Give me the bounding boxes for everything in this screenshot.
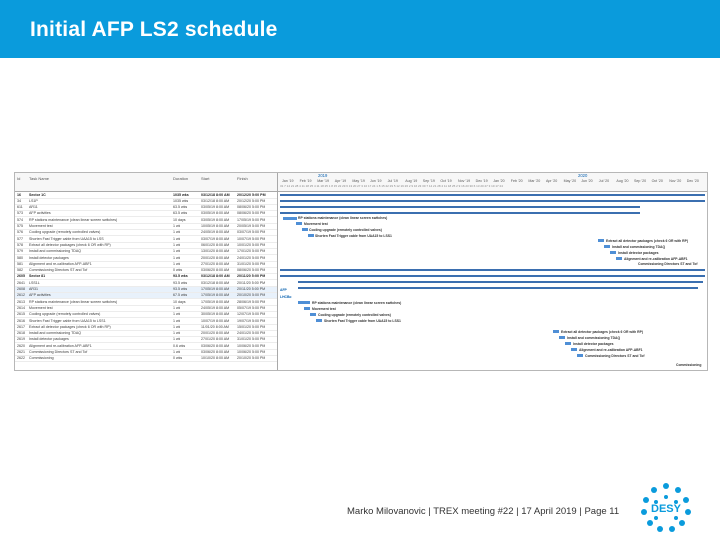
timescale <box>278 173 707 192</box>
cell-start: 30/05/19 8:00 AM <box>201 312 230 317</box>
cell-name: LSS1L <box>29 280 40 285</box>
cell-dur: 0 wks <box>173 268 183 273</box>
footer-text: Marko Milovanovic | TREX meeting #22 | 17 April 2019 | Page 11 <box>347 506 620 517</box>
summary-bar <box>280 269 705 271</box>
cell-start: 11/01/20 8:00 AM <box>201 324 229 329</box>
task-bar-label: Alignment and re-calibration AFP-ABF1 <box>579 348 643 352</box>
cell-start: 10/10/20 8:00 AM <box>201 356 230 361</box>
cell-start: 10/05/19 8:00 AM <box>201 224 230 228</box>
task-bar <box>616 257 622 260</box>
month-label: Nov '19 <box>458 179 471 183</box>
cell-name: Install detector packages <box>29 255 69 260</box>
cell-finish: 28/06/19 5:00 PM <box>237 299 266 304</box>
cell-name: Commissioning Directors ST and Tof <box>29 268 88 273</box>
task-bar <box>304 307 310 310</box>
cell-id: 578 <box>17 242 23 247</box>
cell-start: 03/12/18 8:00 AM <box>201 198 230 203</box>
task-bar-label: RP stations maintenance (clean linear screen switches) <box>312 301 402 305</box>
summary-bar <box>280 200 705 202</box>
cell-name: Cooling upgrade (remotely controlled valves) <box>29 312 101 317</box>
cell-id: 2641 <box>17 280 25 285</box>
summary-bar <box>280 275 705 277</box>
slide-title: Initial AFP LS2 schedule <box>30 18 278 41</box>
cell-finish: 12/07/19 5:00 PM <box>237 312 266 317</box>
cell-name: Extract all detector packages (check 6 OR with RP) <box>29 242 111 247</box>
cell-name: Movement test <box>29 224 53 228</box>
cell-dur: 63.5 wks <box>173 211 188 216</box>
task-bar <box>577 354 583 357</box>
day-strip: 31 7 14 21 28 4 11 18 25 4 11 18 25 1 8 15 22 29 6 13 20 27 3 10 17 24 1 8 15 22 29 5 12 19 26 2 9 16 23 30 7 14 21 28 4 11 18 25 2 9 16 23 30 6 13 20 27 3 10 17 24 <box>280 184 503 188</box>
month-label: Jun '20 <box>581 179 593 183</box>
task-bar <box>283 217 297 220</box>
task-bar-label: Commissioning Directors ST and Tof <box>585 354 645 358</box>
cell-dur: 0 wks <box>173 356 183 361</box>
cell-dur: 1 wk <box>173 318 181 323</box>
cell-name: Shorten Fast Trigger cable from UAA15 to LSS1 <box>29 318 106 323</box>
month-label: Mar '20 <box>528 179 541 183</box>
cell-name: Sector 1C <box>29 192 46 197</box>
month-label: Oct '19 <box>440 179 452 183</box>
cell-name: Shorten Fast Trigger cable from UAA15 to LSS <box>29 236 104 241</box>
cell-dur: 63.5 wks <box>173 205 188 210</box>
cell-id: 2605 <box>17 274 25 279</box>
year-label: 2019 <box>318 173 328 178</box>
cell-name: LS1P <box>29 198 38 203</box>
task-table-header <box>15 173 277 192</box>
cell-start: 03/12/18 8:00 AM <box>201 192 230 197</box>
cell-name: RP stations maintenance (clean linear screen switches) <box>29 217 118 222</box>
cell-finish: 15/01/20 5:00 PM <box>237 324 266 329</box>
cell-finish: 20/11/20 5:00 PM <box>237 287 266 291</box>
cell-finish: 08/06/20 5:00 PM <box>237 205 266 210</box>
cell-dur: 1 wk <box>173 305 181 310</box>
cell-start: 03/06/20 8:00 AM <box>201 268 230 273</box>
month-label: Oct '20 <box>651 179 663 183</box>
cell-dur: 1 wk <box>173 337 181 342</box>
cell-id: 2619 <box>17 337 25 342</box>
task-bar-label: Shorten Fast Trigger cable from UAA15 to LSS1 <box>315 234 392 238</box>
cell-finish: 20/11/20 5:00 PM <box>237 280 266 285</box>
cell-name: Extract all detector packages (check 6 OR with RP) <box>29 324 111 329</box>
month-label: Jul '19 <box>387 179 398 183</box>
task-bar-label: RP stations maintenance (clean linear screen switches) <box>298 216 388 220</box>
cell-id: 2608 <box>17 287 25 291</box>
cell-id: 580 <box>17 255 23 260</box>
cell-dur: 1 wk <box>173 331 181 336</box>
task-bar-label: Cooling upgrade (remotely controlled valves) <box>309 228 382 232</box>
cell-id: 2622 <box>17 356 25 361</box>
cell-start: 03/07/19 8:00 AM <box>201 236 230 241</box>
cell-start: 03/05/19 8:00 AM <box>201 217 230 222</box>
task-bar-label: Commissioning <box>676 363 702 367</box>
cell-dur: 1035 wks <box>173 198 189 203</box>
cell-id: 582 <box>17 268 23 273</box>
cell-start: 27/01/20 8:00 AM <box>201 337 230 342</box>
task-bar <box>571 348 577 351</box>
cell-dur: 1 wk <box>173 224 181 228</box>
cell-start: 03/12/18 8:00 AM <box>201 274 230 279</box>
gantt-label: LHCBo <box>280 295 292 299</box>
cell-id: 2614 <box>17 305 25 310</box>
desy-logo <box>636 482 696 534</box>
cell-dur: 93.5 wks <box>173 280 188 285</box>
cell-dur: 1 wk <box>173 230 181 235</box>
col-id: Id <box>17 176 21 181</box>
cell-finish: 10/06/20 5:00 PM <box>237 350 266 354</box>
task-bar <box>565 342 571 345</box>
month-label: Aug '20 <box>616 179 629 183</box>
task-bar-label: Cooling upgrade (remotely controlled valves) <box>318 313 391 317</box>
task-bar <box>296 222 302 225</box>
cell-name: AFP activities <box>29 211 51 216</box>
cell-finish: 31/01/20 5:00 PM <box>237 261 266 266</box>
cell-dur: 1035 wks <box>173 192 189 197</box>
month-label: Jan '19 <box>282 179 294 183</box>
month-label: Sep '20 <box>634 179 647 183</box>
task-bar <box>598 239 604 242</box>
cell-finish: 17/05/19 5:00 PM <box>237 217 266 222</box>
task-bar-label: Install detector packages <box>618 251 659 255</box>
task-bar-label: Install and commissioning TDAQ <box>612 245 666 249</box>
cell-finish: 08/06/20 5:00 PM <box>237 211 266 216</box>
cell-dur: 0.6 wks <box>173 343 186 348</box>
month-label: Jun '19 <box>370 179 382 183</box>
cell-dur: 1 wk <box>173 350 181 354</box>
cell-name: Sector 81 <box>29 274 46 279</box>
cell-dur: 1 wk <box>173 236 181 241</box>
cell-id: 573 <box>17 211 23 216</box>
cell-start: 06/01/20 8:00 AM <box>201 242 230 247</box>
cell-name: AR11 <box>29 205 38 210</box>
task-bar <box>610 251 616 254</box>
task-bar <box>316 319 322 322</box>
month-label: Apr '19 <box>334 179 347 183</box>
task-bar-label: Alignment and re-calibration AFP-ABF1 <box>624 257 688 261</box>
col-task-name: Task Name <box>29 176 50 181</box>
task-bar-label: Extract all detector packages (check 6 OR with RP) <box>561 330 643 334</box>
cell-finish: 20/12/20 5:00 PM <box>237 192 266 197</box>
cell-name: Alignment and re-calibration AFP-ABF1 <box>29 343 92 348</box>
month-label: Dec '20 <box>686 179 699 183</box>
cell-id: 575 <box>17 224 23 228</box>
cell-finish: 24/01/20 5:00 PM <box>237 255 266 260</box>
cell-name: Alignment and re-calibration AFP-ABF1 <box>29 261 92 266</box>
task-bar <box>553 330 559 333</box>
cell-dur: 1 wk <box>173 261 181 266</box>
cell-finish: 20/11/20 5:00 PM <box>237 274 266 279</box>
cell-finish: 20/10/20 5:00 PM <box>237 356 266 361</box>
task-bar-label: Movement test <box>304 222 328 226</box>
gantt-chart <box>278 173 707 370</box>
cell-id: 2616 <box>17 318 25 323</box>
cell-name: Commissioning <box>29 356 54 361</box>
cell-id: 2620 <box>17 343 25 348</box>
project-schedule <box>14 172 708 371</box>
cell-dur: 10 days <box>173 299 186 304</box>
month-label: Mar '19 <box>317 179 330 183</box>
summary-bar <box>280 212 640 214</box>
month-label: Dec '19 <box>475 179 488 183</box>
col-finish: Finish <box>237 176 248 181</box>
cell-start: 24/05/19 8:00 AM <box>201 230 230 235</box>
cell-dur: 1 wk <box>173 249 181 254</box>
cell-name: Install detector packages <box>29 337 69 342</box>
cell-name: AFP activities <box>29 293 51 298</box>
cell-finish: 05/07/19 5:00 PM <box>237 305 266 310</box>
cell-start: 20/01/20 8:00 AM <box>201 255 230 260</box>
cell-finish: 08/06/20 5:00 PM <box>237 268 266 273</box>
cell-id: 2617 <box>17 324 25 329</box>
month-label: Apr '20 <box>546 179 558 183</box>
cell-finish: 19/07/19 5:00 PM <box>237 318 266 323</box>
task-bar-label: Extract all detector packages (check 6 OR with RP) <box>606 239 688 243</box>
month-label: Feb '20 <box>510 179 523 183</box>
cell-start: 10/07/19 8:00 AM <box>201 318 230 323</box>
cell-id: 16 <box>17 192 21 197</box>
month-label: Sep '19 <box>422 179 435 183</box>
cell-dur: 1 wk <box>173 312 181 317</box>
month-label: May '20 <box>563 179 577 183</box>
cell-name: AR31 <box>29 287 38 291</box>
cell-dur: 93.5 wks <box>173 287 188 291</box>
gantt-label: AFP <box>280 288 287 292</box>
cell-start: 13/01/20 8:00 AM <box>201 249 230 254</box>
cell-id: 576 <box>17 230 23 235</box>
cell-id: 2618 <box>17 331 25 336</box>
cell-start: 03/06/20 8:00 AM <box>201 350 230 354</box>
cell-name: Install and commissioning TDAQ <box>29 249 82 254</box>
summary-bar <box>280 206 640 208</box>
month-label: Nov '20 <box>669 179 682 183</box>
logo-text: DESY <box>651 503 681 515</box>
cell-start: 17/05/19 8:00 AM <box>201 299 230 304</box>
task-bar <box>308 234 314 237</box>
cell-dur: 1 wk <box>173 242 181 247</box>
task-bar-label: Install detector packages <box>573 342 614 346</box>
cell-name: Commissioning Directors ST and Tof <box>29 350 88 354</box>
cell-finish: 17/01/20 5:00 PM <box>237 249 266 254</box>
cell-start: 17/05/19 8:00 AM <box>201 293 230 298</box>
month-label: May '19 <box>352 179 365 183</box>
cell-start: 17/05/19 8:00 AM <box>201 287 230 291</box>
cell-id: 611 <box>17 205 23 210</box>
task-bar-label: Commissioning Directors ST and Tof <box>638 262 698 266</box>
cell-start: 03/12/18 8:00 AM <box>201 280 230 285</box>
cell-dur: 1 wk <box>173 324 181 329</box>
cell-start: 27/01/20 8:00 AM <box>201 261 230 266</box>
cell-id: 577 <box>17 236 23 241</box>
cell-dur: 10 days <box>173 217 186 222</box>
cell-id: 574 <box>17 217 23 222</box>
summary-bar <box>298 287 698 289</box>
summary-bar <box>280 194 705 196</box>
table-row[interactable] <box>15 356 277 363</box>
task-bar <box>559 336 565 339</box>
cell-dur: 1 wk <box>173 255 181 260</box>
month-label: Jan '20 <box>493 179 505 183</box>
task-bar <box>310 313 316 316</box>
cell-finish: 20/10/20 5:00 PM <box>237 293 266 298</box>
cell-name: Cooling upgrade (remotely controlled valves) <box>29 230 101 235</box>
summary-bar <box>298 281 703 283</box>
cell-dur: 67.5 wks <box>173 293 188 298</box>
cell-finish: 24/01/20 5:00 PM <box>237 331 266 336</box>
month-label: Aug '19 <box>405 179 418 183</box>
cell-id: 579 <box>17 249 23 254</box>
cell-start: 03/05/19 8:00 AM <box>201 211 230 216</box>
task-bar-label: Movement test <box>312 307 336 311</box>
cell-id: 2612 <box>17 293 25 298</box>
task-bar-label: Shorten Fast Trigger cable from UAA15 to LSS1 <box>324 319 401 323</box>
cell-name: Movement test <box>29 305 53 310</box>
cell-name: RP stations maintenance (clean linear screen switches) <box>29 299 118 304</box>
cell-id: 581 <box>17 261 23 266</box>
cell-name: Install and commissioning TDAQ <box>29 331 82 336</box>
cell-finish: 20/12/20 5:00 PM <box>237 198 266 203</box>
cell-finish: 10/06/20 5:00 PM <box>237 343 266 348</box>
cell-start: 03/05/19 8:00 AM <box>201 205 230 210</box>
month-label: Feb '19 <box>299 179 312 183</box>
cell-id: 2621 <box>17 350 25 354</box>
cell-finish: 03/07/19 5:00 PM <box>237 230 266 235</box>
task-bar <box>298 301 310 304</box>
cell-finish: 10/01/20 5:00 PM <box>237 242 266 247</box>
cell-finish: 10/07/19 5:00 PM <box>237 236 266 241</box>
cell-id: 34 <box>17 198 21 203</box>
month-label: Jul '20 <box>598 179 610 183</box>
cell-dur: 93.5 wks <box>173 274 188 279</box>
col-start: Start <box>201 176 210 181</box>
task-bar-label: Install and commissioning TDAQ <box>567 336 621 340</box>
task-bar <box>302 228 308 231</box>
cell-finish: 31/01/20 5:00 PM <box>237 337 266 342</box>
cell-id: 2615 <box>17 312 25 317</box>
col-duration: Duration <box>173 176 189 181</box>
task-bar <box>604 245 610 248</box>
cell-finish: 20/05/19 5:00 PM <box>237 224 266 228</box>
task-table <box>15 173 278 370</box>
title-bar <box>0 0 720 58</box>
cell-id: 2613 <box>17 299 25 304</box>
year-label: 2020 <box>578 173 588 178</box>
cell-start: 03/06/20 8:00 AM <box>201 343 230 348</box>
cell-start: 24/05/19 8:00 AM <box>201 305 230 310</box>
cell-start: 20/01/20 8:00 AM <box>201 331 230 336</box>
